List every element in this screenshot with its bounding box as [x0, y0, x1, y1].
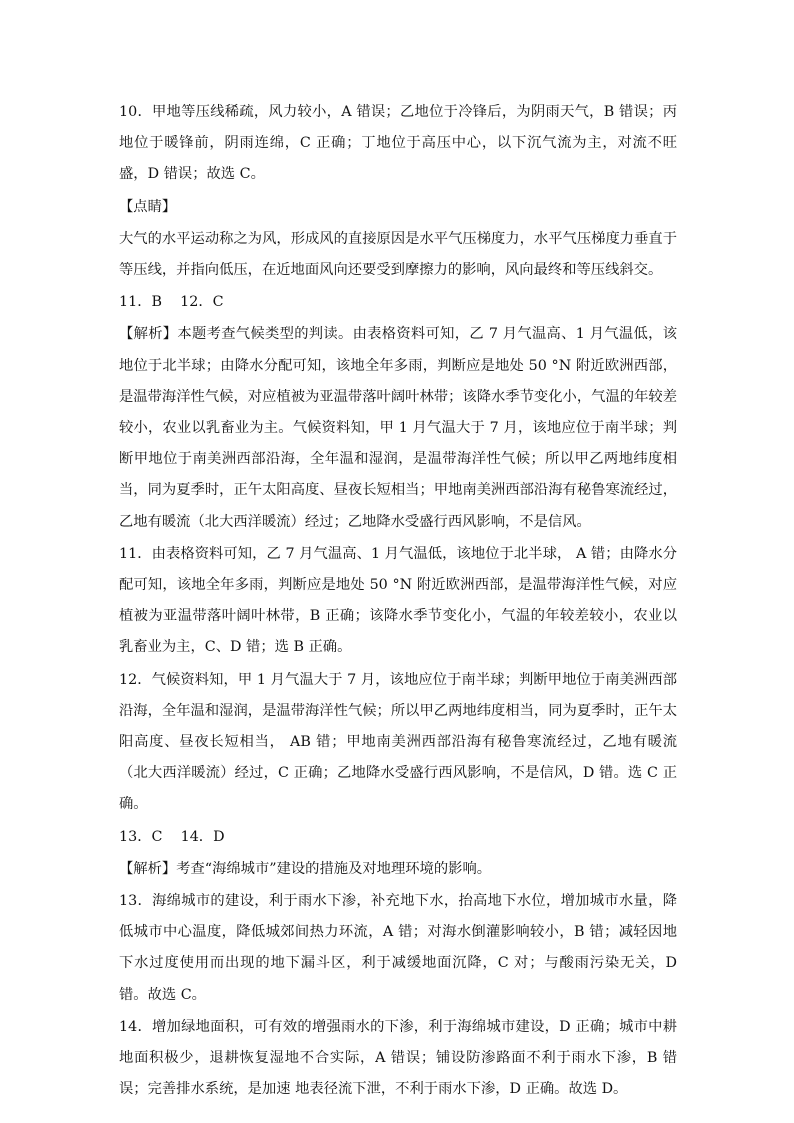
analysis-13-14: 【解析】考查“海绵城市”建设的措施及对地理环境的影响。	[119, 860, 492, 877]
analysis-11-12: 【解析】本题考查气候类型的判读。由表格资料可知，乙 7 月气温高、1 月气温低，该地位于北半球；由降水分配可知，该地全年多雨，判断应是地处 50 °N 附近欧洲西部，是温带海洋性气候，对应植被为亚温带落叶阔叶林带；该降水季节变化小，气温的年较差较小，农业以乳畜业为主。气候资料知，甲 1 月气温大于 7 月，该地应位于南半球；判断甲地位于南美洲西部沿海，全年温和湿润，是温带海洋性气候；所以甲乙两地纬度相当，同为夏季时，正午太阳高度、昼夜长短相当；甲地南美洲西部沿海有秘鲁寒流经过，乙地有暖流（北大西洋暖流）经过；乙地降水受盛行西风影响，不是信风。	[119, 326, 677, 530]
answer-13-explanation: 13．海绵城市的建设，利于雨水下渗，补充地下水，抬高地下水位，增加城市水量，降低城市中心温度，降低城郊间热力环流，A 错；对海水倒灌影响较小，B 错；减轻因地下水过度使用而出现的地下漏斗区，利于减缓地面沉降，C 对；与酸雨污染无关，D 错。故选 C。	[119, 893, 682, 1003]
answers-11-12: 11．B 12．C	[119, 294, 224, 311]
answer-11-explanation: 11．由表格资料可知，乙 7 月气温高、1 月气温低，该地位于北半球， A 错；由降水分配可知，该地全年多雨，判断应是地处 50 °N 附近欧洲西部，是温带海洋性气候，对应植被为亚温带落叶阔叶林带，B 正确；该降水季节变化小，气温的年较差较小，农业以乳畜业为主，C、D 错；选 B 正确。	[119, 545, 677, 656]
tip-text: 大气的水平运动称之为风，形成风的直接原因是水平气压梯度力，水平气压梯度力垂直于等压线，并指向低压，在近地面风向还要受到摩擦力的影响，风向最终和等压线斜交。	[119, 230, 677, 279]
answer-12-explanation: 12．气候资料知，甲 1 月气温大于 7 月，该地应位于南半球；判断甲地位于南美洲西部沿海，全年温和湿润，是温带海洋性气候；所以甲乙两地纬度相当，同为夏季时，正午太阳高度、昼夜长短相当， AB 错；甲地南美洲西部沿海有秘鲁寒流经过，乙地有暖流（北大西洋暖流）经过，C 正确；乙地降水受盛行西风影响，不是信风，D 错。选 C 正确。	[119, 671, 677, 813]
answer-14-explanation: 14．增加绿地面积，可有效的增强雨水的下渗，利于海绵城市建设，D 正确；城市中耕地面积极少，退耕恢复湿地不合实际，A 错误；铺设防渗路面不利于雨水下渗，B 错误；完善排水系统，是加速 地表径流下泄，不利于雨水下渗，D 正确。故选 D。	[119, 1018, 677, 1098]
answer-10-explanation: 10．甲地等压线稀疏，风力较小，A 错误；乙地位于冷锋后，为阴雨天气，B 错误；丙地位于暖锋前，阴雨连绵，C 正确；丁地位于高压中心，以下沉气流为主，对流不旺盛，D 错误；故选 C。	[119, 104, 677, 183]
tip-heading: 【点睛】	[119, 198, 177, 215]
answers-13-14: 13．C 14．D	[119, 828, 225, 845]
document-page	[119, 97, 682, 1107]
